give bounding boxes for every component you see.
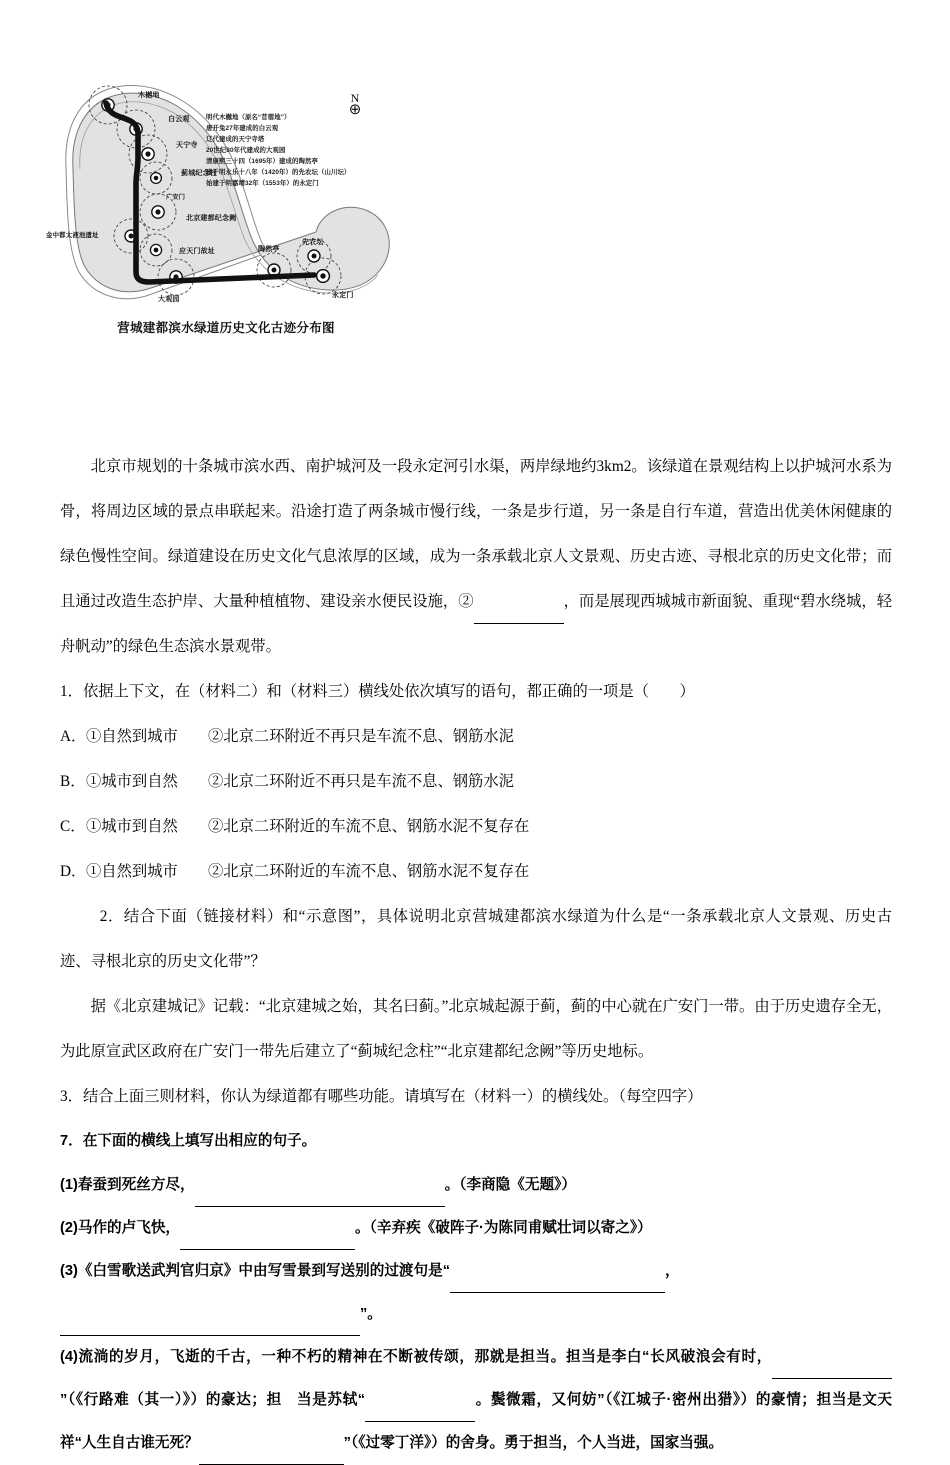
question-1-stem [60,669,892,714]
map-legend [206,112,436,189]
question-1-number: 1． [60,683,83,700]
question-1-option-c[interactable] [60,804,892,849]
map-label-10: 大观园 [158,295,180,303]
item-4-blank-3[interactable] [199,1449,344,1465]
question-2-number: 2 [99,908,108,925]
question-2-text: ．结合下面（链接材料）和“示意图”，具体说明北京营城建都滨水绿道为什么是“一条承载北京人文景观、历史古迹、寻根北京的历史文化带”？ [60,908,892,970]
link-material-paragraph: 据《北京建城记》记载：“北京建城之始，其名曰蓟。”北京城起源于蓟，蓟的中心就在广安门一带。由于历史遗存全无，为此原宣武区政府在广安门一带先后建立了“蓟城纪念柱”“北京建都纪念阙”等历史地标。 [60,998,892,1060]
item-4-seg1: 流淌的岁月，飞逝的千古，一种不朽的精神在不断被传颂，那就是担当。担当是李白“长风破浪会有时， [77,1349,772,1365]
item-3-mid: ， [665,1263,680,1279]
item-3-after: ”。 [360,1306,382,1322]
legend-item-3: 20世纪80年代建成的大观园 [206,147,286,155]
option-c-label: C． [60,818,86,835]
item-3-blank-2[interactable] [60,1320,360,1336]
item-1-blank[interactable] [195,1191,445,1207]
map-label-0: 木樾地 [138,91,160,99]
question-3-number: 3． [60,1088,83,1105]
question-7-number: 7． [60,1133,83,1149]
legend-item-1: 唐开兔27年建成的白云观 [206,125,279,133]
option-c-second: ②北京二环附近的车流不息、钢筋水泥不复存在 [208,818,530,835]
question-1-text: 依据上下文，在（材料二）和（材料三）横线处依次填写的语句，都正确的一项是（ ） [82,683,695,700]
legend-item-0: 明代木樾地（原名“苜蓿地”） [206,114,291,121]
figure-block [0,72,950,372]
item-2-before: 马作的卢飞快， [77,1220,181,1236]
legend-item-5: 建于明永乐十八年（1420年）的先农坛（山川坛） [206,169,351,177]
item-4-blank-2[interactable] [365,1406,475,1422]
item-4-marker: (4) [60,1349,78,1365]
map-label-7: 应天门故址 [179,247,215,255]
figure-caption: 营城建都滨水绿道历史文化古迹分布图 [117,321,335,335]
question-7-text: 在下面的横线上填写出相应的句子。 [82,1133,317,1149]
map-label-2: 天宁寺 [176,141,198,149]
blank-marker-2: ② [458,593,474,610]
map-label-1: 白云观 [168,115,190,123]
question-7-item-4 [60,1336,892,1465]
item-3-marker: (3) [60,1263,78,1279]
legend-item-6: 始建于明嘉靖32年（1553年）的永定门 [206,180,319,188]
question-1-option-d[interactable] [60,849,892,894]
option-b-label: B． [60,773,86,790]
item-1-marker: (1) [60,1177,78,1193]
item-2-marker: (2) [60,1220,78,1236]
map-label-5: 北京建都纪念阙 [186,214,237,222]
question-7-stem [60,1119,892,1164]
item-2-after: 。（辛弃疾《破阵子·为陈同甫赋壮词以寄之》） [355,1220,652,1236]
item-3-blank-1[interactable] [450,1277,665,1293]
question-7-item-2 [60,1207,892,1250]
option-d-label: D． [60,863,87,880]
question-1-option-a[interactable] [60,714,892,759]
question-1-option-b[interactable] [60,759,892,804]
option-b-second: ②北京二环附近不再只是车流不息、钢筋水泥 [208,773,514,790]
option-a-label: A． [60,728,87,745]
question-3 [60,1074,892,1119]
map-label-6: 金中都太液池遗址 [46,232,99,239]
option-b-first: ①城市到自然 [86,773,178,790]
option-a-second: ②北京二环附近不再只是车流不息、钢筋水泥 [208,728,514,745]
map-label-4: 广安门 [166,194,186,201]
material-paragraph [60,444,892,669]
map-label-3: 蓟城纪念柱 [181,169,217,177]
map-label-11: 永定门 [332,291,354,299]
map-label-8: 陶然亭 [258,245,280,253]
question-2 [60,894,892,984]
item-1-after: 。（李商隐《无题》） [444,1177,576,1193]
question-7-item-3-cont [60,1293,892,1336]
question-3-text: 结合上面三则材料，你认为绿道都有哪些功能。请填写在（材料一）的横线处。（每空四字） [82,1088,703,1105]
map-label-9: 先农坛 [302,238,324,246]
item-2-blank[interactable] [180,1234,355,1250]
option-d-first: ①自然到城市 [86,863,178,880]
material-paragraph-head: 北京市规划的十条城市滨水西、南护城河及一段永定河引水渠，两岸绿地约3km2。该绿道在景观结构上以护城河水系为骨，将周边区域的景点串联起来。沿途打造了两条城市慢行线，一条是步行道，另一条是自行车道，营造出优美休闲健康的绿色慢性空间。绿道建设在历史文化气息浓厚的区域，成为一条承载北京人文景观、历史古迹、寻根北京的历史文化带；而且通过改造生态护岸、大量种植植物、建设亲水便民设施， [60,458,892,610]
item-4-seg3: 。鬓微霜，又何妨”（《江城子·密州出猎》）的豪情；担当是文天祥“人生自古谁无死？ [60,1392,892,1451]
option-a-first: ①自然到城市 [86,728,178,745]
item-4-seg4: ”（《过零丁洋》）的舍身。勇于担当，个人当进，国家当强。 [343,1435,724,1451]
document-body [60,444,892,1465]
material-paragraph-tail: ，而是展现西城城市新面貌、重现“碧水绕城，轻舟帆动”的绿色生态滨水景观带。 [60,593,892,655]
question-7-item-1 [60,1164,892,1207]
compass-rose-icon: ⊕ [348,101,362,118]
legend-item-4: 清康熙三十四（1695年）建成的陶然亭 [206,158,318,166]
question-7-item-3 [60,1250,892,1293]
item-1-before: 春蚕到死丝方尽， [77,1177,195,1193]
item-4-seg2: ”（《行路难（其一）》）的豪达；担 当是苏轼“ [60,1392,366,1408]
item-4-blank-1[interactable] [772,1363,892,1379]
legend-item-2: 辽代建成的天宁寺塔 [206,136,265,144]
item-3-before: 《白雪歌送武判官归京》中由写雪景到写送别的过渡句是“ [77,1263,450,1279]
option-d-second: ②北京二环附近的车流不息、钢筋水泥不复存在 [208,863,530,880]
exam-page [0,72,950,1451]
inline-blank-2[interactable] [474,608,564,624]
option-c-first: ①城市到自然 [86,818,178,835]
compass-north-label: N [350,91,360,105]
